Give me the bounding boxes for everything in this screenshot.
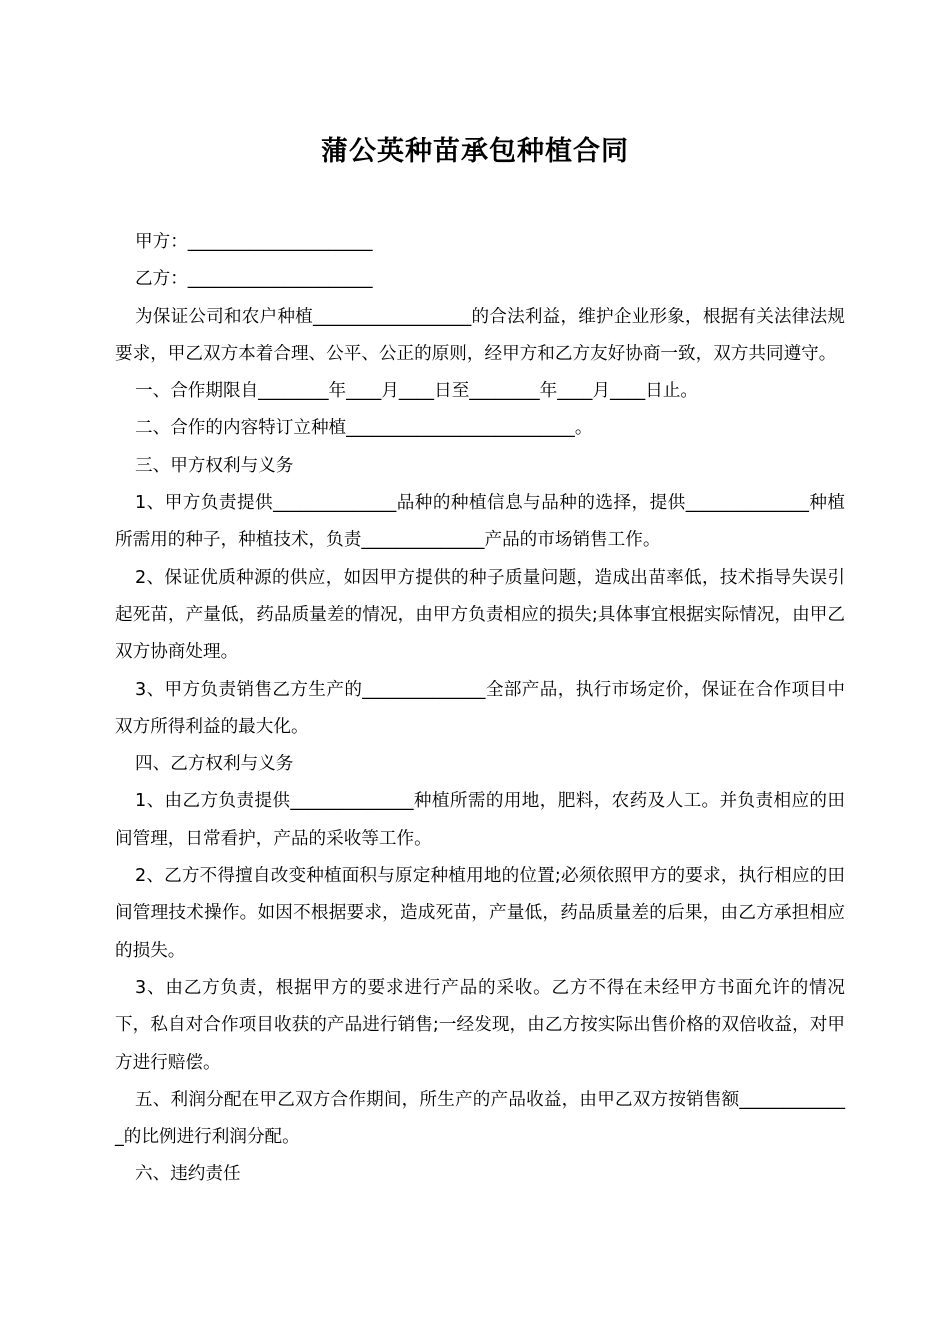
party-a-line: 甲方：_____________________ — [135, 232, 373, 252]
section-6-heading: 六、违约责任 — [135, 1164, 241, 1185]
section-3-clause-1: 1、甲方负责提供______________品种的种植信息与品种的选择，提供______________种植所需用的种子，种植技术，负责______________产品的市场销售工作。 — [115, 493, 845, 551]
section-5-profit: 五、利润分配在甲乙双方合作期间，所生产的产品收益，由甲乙双方按销售额_____________的比例进行利润分配。 — [115, 1089, 845, 1148]
preamble-paragraph: 为保证公司和农户种植__________________的合法利益，维护企业形象，根据有关法律法规要求，甲乙双方本着合理、公平、公正的原则，经甲方和乙方友好协商一致，双方共同遵守。 — [115, 306, 845, 364]
section-4-heading: 四、乙方权利与义务 — [135, 754, 294, 775]
section-4-clause-3: 3、由乙方负责，根据甲方的要求进行产品的采收。乙方不得在未经甲方书面允许的情况下，私自对合作项目收获的产品进行销售;一经发现，由乙方按实际出售价格的双倍收益，对甲方进行赔偿。 — [115, 977, 845, 1073]
section-1-term: 一、合作期限自________年____月____日至________年____月____日止。 — [135, 381, 699, 402]
section-2-content: 二、合作的内容特订立种植__________________________。 — [135, 418, 593, 439]
section-4-clause-2: 2、乙方不得擅自改变种植面积与原定种植用地的位置;必须依照甲方的要求，执行相应的田间管理技术操作。如因不根据要求，造成死苗，产量低，药品质量差的后果，由乙方承担相应的损失。 — [115, 866, 845, 961]
section-3-clause-3: 3、甲方负责销售乙方生产的______________全部产品，执行市场定价，保证在合作项目中双方所得利益的最大化。 — [115, 679, 845, 737]
section-3-clause-2: 2、保证优质种源的供应，如因甲方提供的种子质量问题，造成出苗率低，技术指导失误引起死苗，产量低，药品质量差的情况，由甲方负责相应的损失;具体事宜根据实际情况，由甲乙双方协商处理。 — [115, 567, 845, 663]
party-b-line: 乙方：_____________________ — [135, 269, 373, 290]
section-4-clause-1: 1、由乙方负责提供______________种植所需的用地，肥料，农药及人工。并负责相应的田间管理，日常看护，产品的采收等工作。 — [115, 791, 845, 849]
document-body — [115, 224, 845, 1194]
document-title: 蒲公英种苗承包种植合同 — [321, 136, 629, 167]
section-3-heading: 三、甲方权利与义务 — [135, 455, 294, 476]
